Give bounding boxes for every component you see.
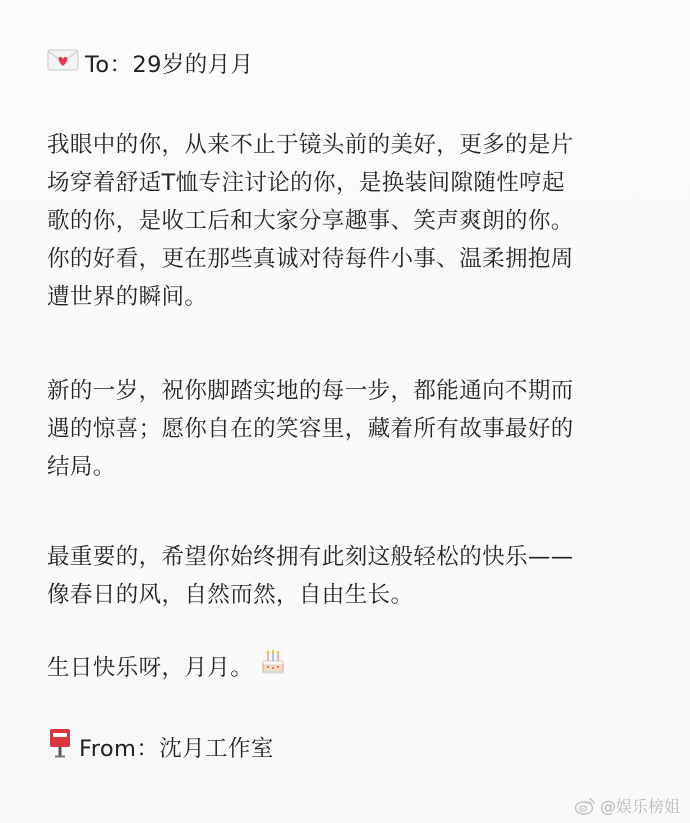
love-letter-icon: [47, 46, 79, 84]
paragraph-line: 你的好看，更在那些真诚对待每件小事、温柔拥抱周: [47, 246, 574, 272]
closing-line: [47, 648, 287, 688]
addressee-line: [47, 46, 647, 84]
paragraph-line: 结局。: [47, 454, 116, 480]
paragraph-line: 最重要的，希望你始终拥有此刻这般轻松的快乐——: [47, 544, 574, 570]
paragraph-line: 遇的惊喜；愿你自在的笑容里，藏着所有故事最好的: [47, 416, 574, 442]
watermark-text: @娱乐榜姐: [599, 797, 680, 816]
watermark: [574, 794, 680, 817]
paragraph-line: 遭世界的瞬间。: [47, 284, 208, 310]
letter-body: [47, 46, 647, 762]
birthday-cake-icon: [259, 648, 287, 688]
postbox-icon: [47, 728, 73, 770]
weibo-icon: [574, 797, 596, 815]
paragraph-2: [47, 372, 574, 486]
signature-text: From：沈月工作室: [79, 736, 274, 762]
paragraph-line: 像春日的风，自然而然，自由生长。: [47, 582, 414, 608]
paragraph-1: [47, 126, 574, 316]
paragraph-line: 新的一岁，祝你脚踏实地的每一步，都能通向不期而: [47, 378, 574, 404]
signature-line: [47, 728, 274, 770]
addressee-text: To：29岁的月月: [85, 52, 254, 78]
closing-text: 生日快乐呀，月月。: [47, 655, 254, 681]
paragraph-line: 场穿着舒适T恤专注讨论的你，是换装间隙随性哼起: [47, 170, 565, 196]
paragraph-line: 歌的你，是收工后和大家分享趣事、笑声爽朗的你。: [47, 208, 574, 234]
paragraph-line: 我眼中的你，从来不止于镜头前的美好，更多的是片: [47, 132, 574, 158]
paragraph-3: [47, 538, 574, 614]
